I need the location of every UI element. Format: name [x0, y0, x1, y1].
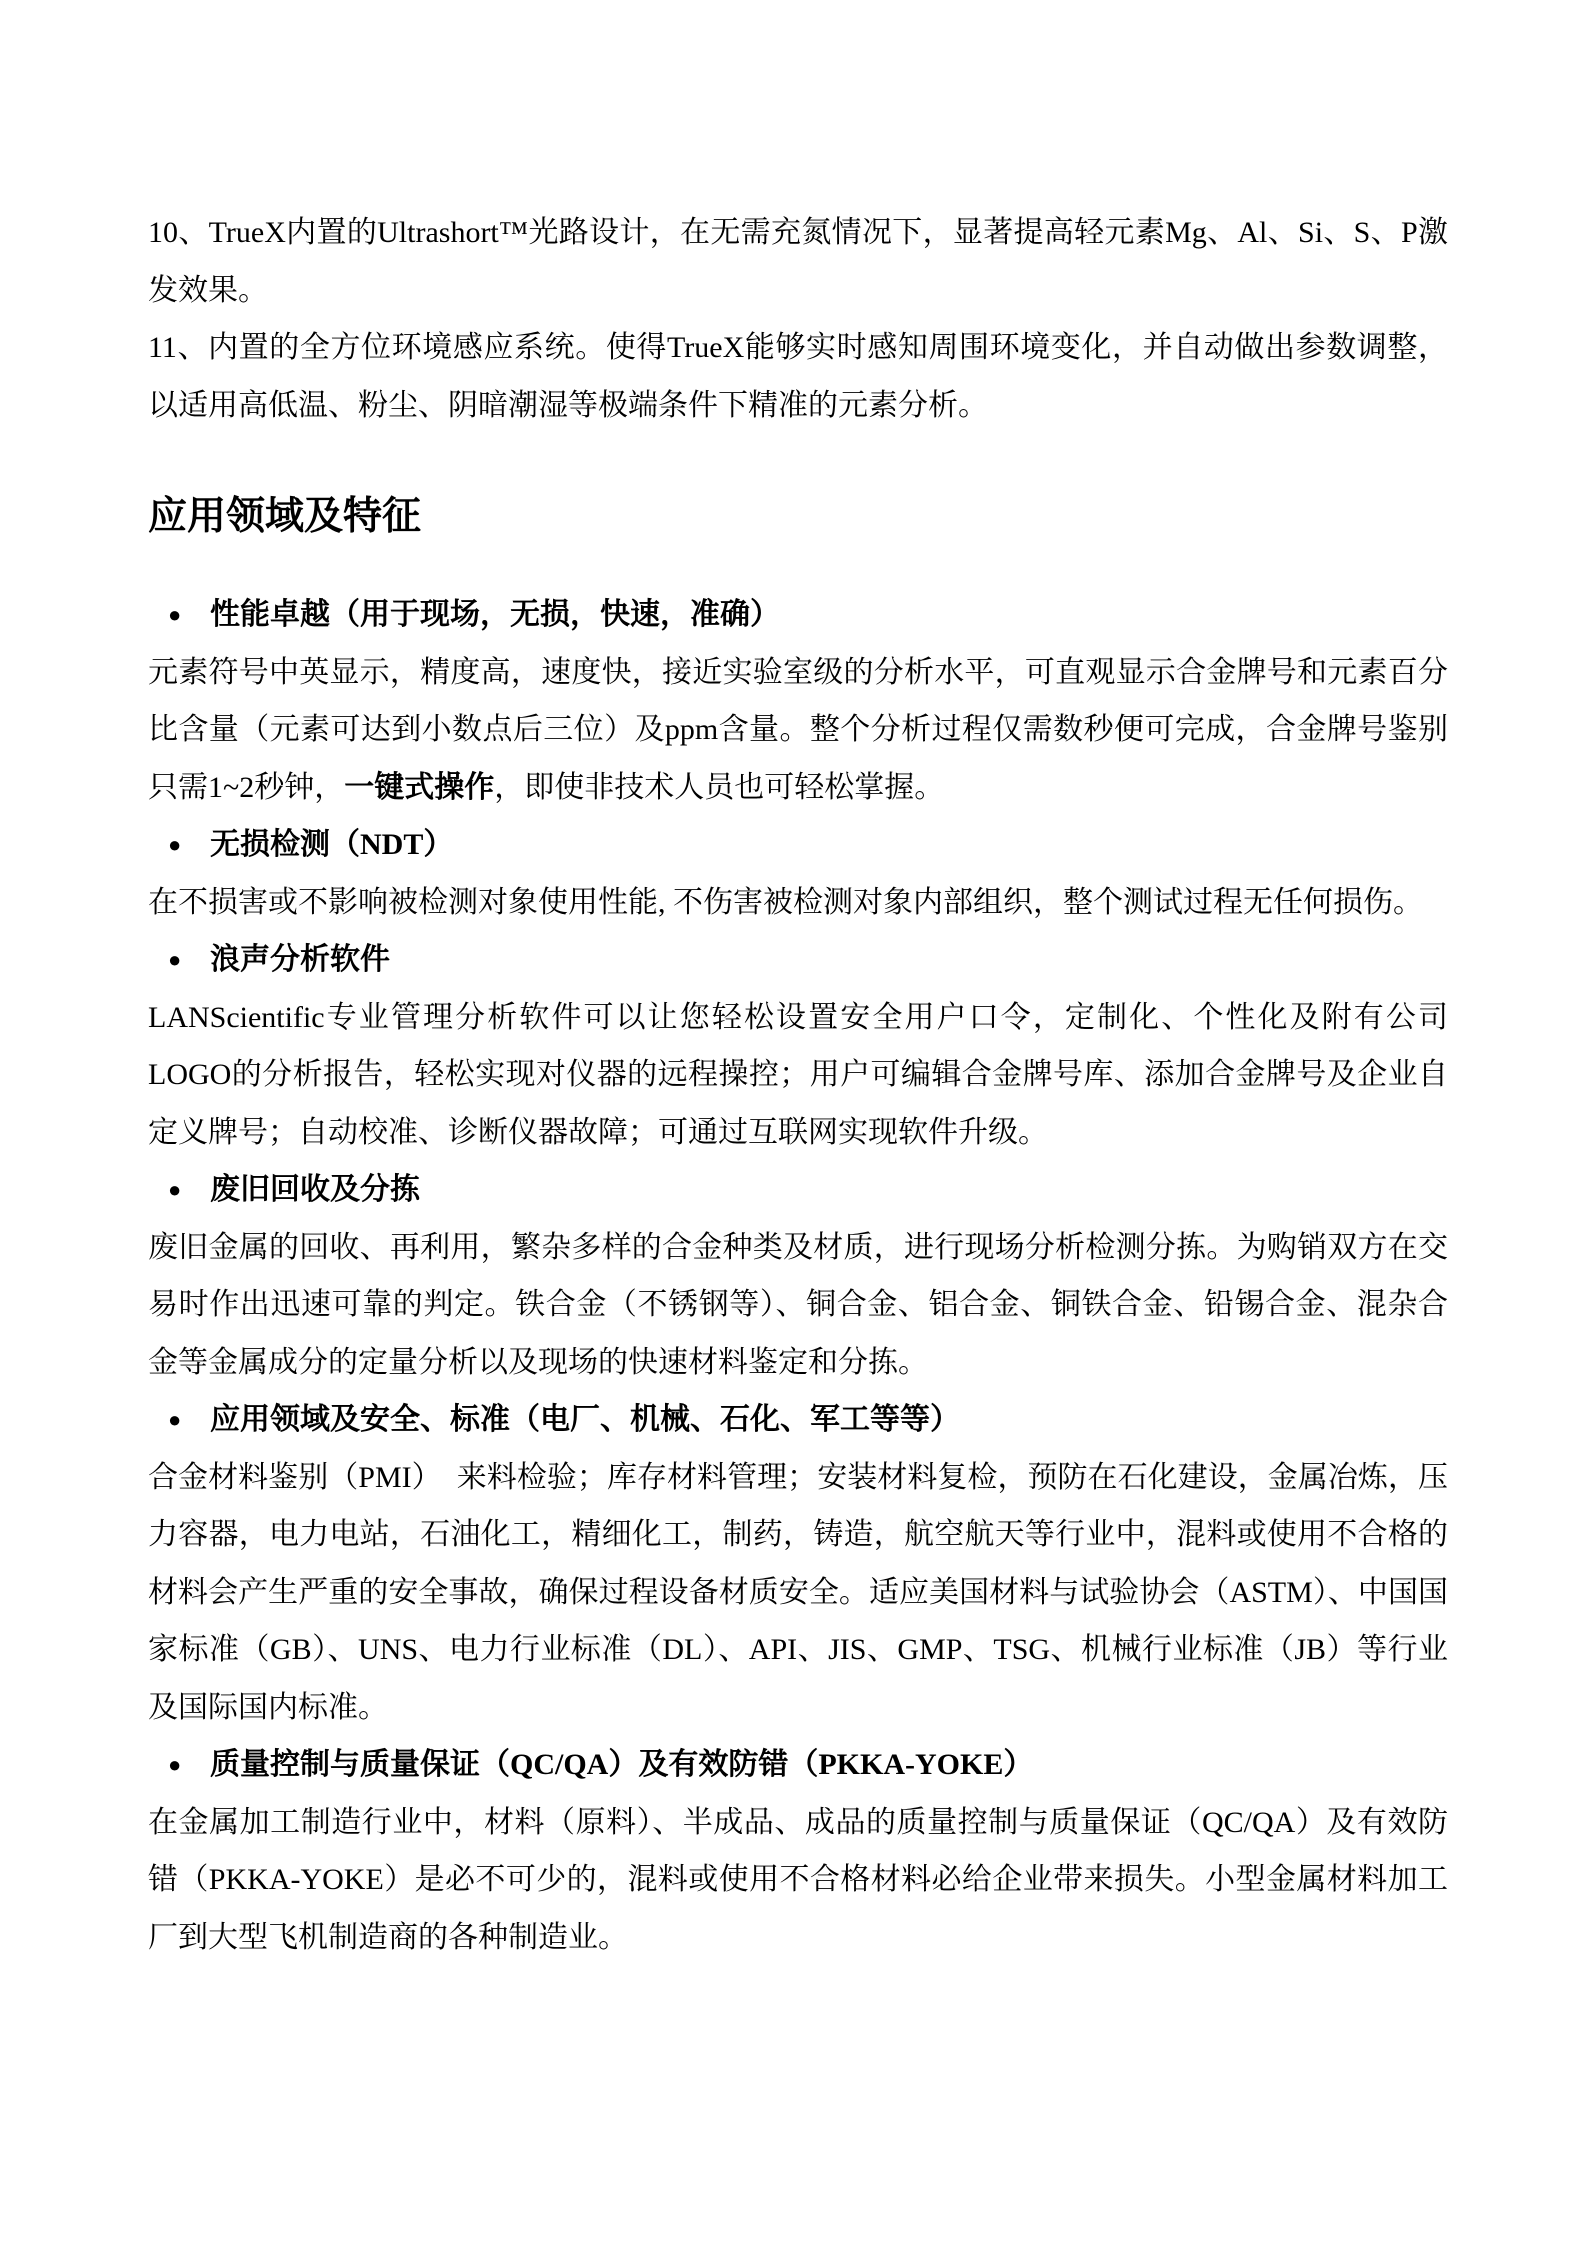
feature-heading [148, 1391, 1448, 1449]
feature-heading [148, 816, 1448, 874]
feature-heading-text: 质量控制与质量保证（QC/QA）及有效防错（PKKA-YOKE） [210, 1748, 1034, 1781]
document-content [148, 204, 1448, 1966]
bullet-icon: ● [168, 947, 182, 972]
feature-software [148, 931, 1448, 1161]
bullet-icon: ● [168, 1752, 182, 1777]
paragraph-item-11: 11、内置的全方位环境感应系统。使得TrueX能够实时感知周围环境变化，并自动做出参数调整，以适用高低温、粉尘、阴暗潮湿等极端条件下精准的元素分析。 [148, 331, 1448, 422]
feature-body [148, 1794, 1448, 1967]
feature-body-text: 在金属加工制造行业中，材料（原料）、半成品、成品的质量控制与质量保证（QC/QA）及有效防错（PKKA-YOKE）是必不可少的，混料或使用不合格材料必给企业带来损失。小型金属材料加工厂到大型飞机制造商的各种制造业。 [148, 1805, 1448, 1954]
feature-heading [148, 931, 1448, 989]
bullet-icon: ● [168, 1407, 182, 1432]
feature-performance [148, 586, 1448, 816]
feature-body [148, 1449, 1448, 1737]
feature-heading-text: 无损检测（NDT） [210, 828, 454, 861]
bullet-icon: ● [168, 602, 182, 627]
feature-body-text: 废旧金属的回收、再利用，繁杂多样的合金种类及材质，进行现场分析检测分拣。为购销双方在交易时作出迅速可靠的判定。铁合金（不锈钢等）、铜合金、铝合金、铜铁合金、铅锡合金、混杂合金等金属成分的定量分析以及现场的快速材料鉴定和分拣。 [148, 1230, 1448, 1379]
feature-heading-text: 性能卓越（用于现场，无损，快速，准确） [210, 598, 780, 631]
feature-body-text-emphasis: 一键式操作 [344, 770, 495, 804]
feature-ndt [148, 816, 1448, 931]
feature-heading-text: 废旧回收及分拣 [210, 1173, 420, 1206]
paragraph-item-10: 10、TrueX内置的Ultrashort™光路设计，在无需充氮情况下，显著提高轻元素Mg、Al、Si、S、P激发效果。 [148, 216, 1448, 307]
feature-body [148, 1219, 1448, 1392]
feature-body [148, 989, 1448, 1162]
feature-heading [148, 1736, 1448, 1794]
feature-body-text: 在不损害或不影响被检测对象使用性能, 不伤害被检测对象内部组织，整个测试过程无任何损伤。 [148, 885, 1423, 919]
feature-body [148, 874, 1448, 932]
section-title: 应用领域及特征 [148, 495, 422, 538]
feature-heading-text: 应用领域及安全、标准（电厂、机械、石化、军工等等） [210, 1403, 960, 1436]
feature-quality-control [148, 1736, 1448, 1966]
feature-body [148, 644, 1448, 817]
bullet-icon: ● [168, 1177, 182, 1202]
bullet-icon: ● [168, 832, 182, 857]
feature-body-text: LANScientific专业管理分析软件可以让您轻松设置安全用户口令，定制化、个性化及附有公司LOGO的分析报告，轻松实现对仪器的远程操控；用户可编辑合金牌号库、添加合金牌号及企业自定义牌号；自动校准、诊断仪器故障；可通过互联网实现软件升级。 [148, 1000, 1448, 1149]
feature-body-text: 元素符号中英显示，精度高，速度快，接近实验室级的分析水平，可直观显示合金牌号和元素百分比含量（元素可达到小数点后三位）及ppm含量。整个分析过程仅需数秒便可完成，合金牌号鉴别只需1~2秒钟， [148, 655, 1448, 804]
feature-industry-standards [148, 1391, 1448, 1736]
feature-heading [148, 586, 1448, 644]
feature-body-text: 合金材料鉴别（PMI） 来料检验；库存材料管理；安装材料复检，预防在石化建设，金属冶炼，压力容器，电力电站，石油化工，精细化工，制药，铸造，航空航天等行业中，混料或使用不合格的材料会产生严重的安全事故，确保过程设备材质安全。适应美国材料与试验协会（ASTM）、中国国家标准（GB）、UNS、电力行业标准（DL）、API、JIS、GMP、TSG、机械行业标准（JB）等行业及国际国内标准。 [148, 1460, 1448, 1724]
feature-body-text: ，即使非技术人员也可轻松掌握。 [494, 770, 945, 804]
feature-recycling [148, 1161, 1448, 1391]
feature-heading-text: 浪声分析软件 [210, 943, 390, 976]
feature-heading [148, 1161, 1448, 1219]
